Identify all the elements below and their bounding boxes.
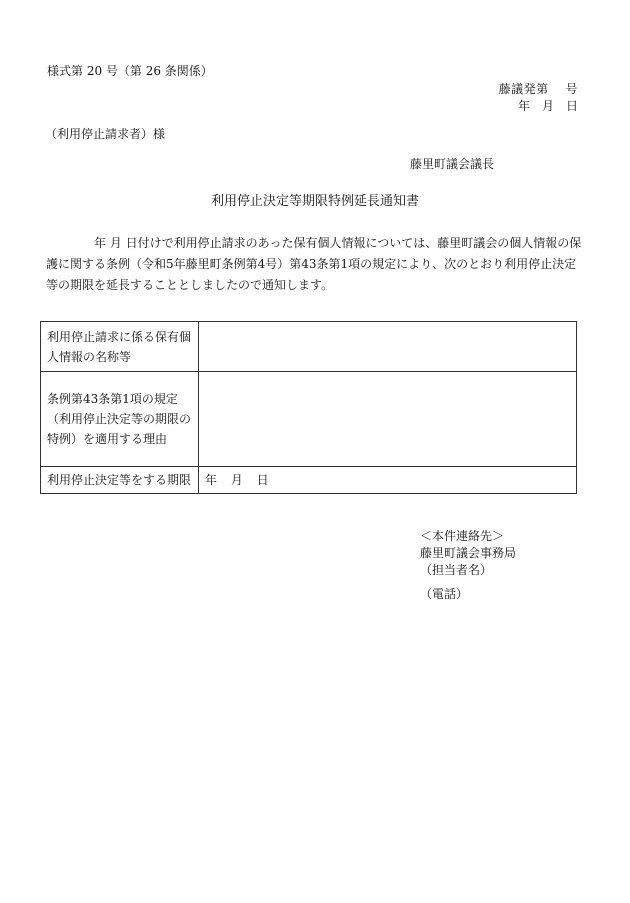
row-label: 条例第43条第1項の規定（利用停止決定等の期限の特例）を適用する理由 xyxy=(41,372,199,467)
sender: 藤里町議会議長 xyxy=(410,157,495,171)
document-date: 年 月 日 xyxy=(517,99,578,113)
contact-block xyxy=(420,528,516,603)
contact-office: 藤里町議会事務局 xyxy=(420,546,517,560)
table-row xyxy=(41,467,577,494)
contact-phone: （電話） xyxy=(420,587,469,601)
row-label: 利用停止決定等をする期限 xyxy=(41,467,199,494)
table-row xyxy=(41,322,577,372)
addressee: （利用停止請求者）様 xyxy=(45,127,166,141)
row-value xyxy=(199,372,577,467)
info-table xyxy=(40,321,577,494)
row-value xyxy=(199,322,577,372)
contact-heading: ＜本件連絡先＞ xyxy=(420,529,505,543)
period-value: 年 月 日 xyxy=(199,467,577,494)
table-row xyxy=(41,372,577,467)
form-number: 様式第 20 号（第 26 条関係） xyxy=(47,64,213,78)
document-number: 藤議発第 号 xyxy=(498,82,578,96)
notice-body: 年 月 日付けで利用停止請求のあった保有個人情報については、藤里町議会の個人情報の保護に関する条例（令和5年藤里町条例第4号）第43条第1項の規定により、次のとおり利用停止決定等の期限を延長することとしましたので通知します。 xyxy=(46,236,582,292)
row-label: 利用停止請求に係る保有個人情報の名称等 xyxy=(41,322,199,372)
contact-person: （担当者名） xyxy=(420,563,493,577)
document-title: 利用停止決定等期限特例延長通知書 xyxy=(210,194,419,209)
